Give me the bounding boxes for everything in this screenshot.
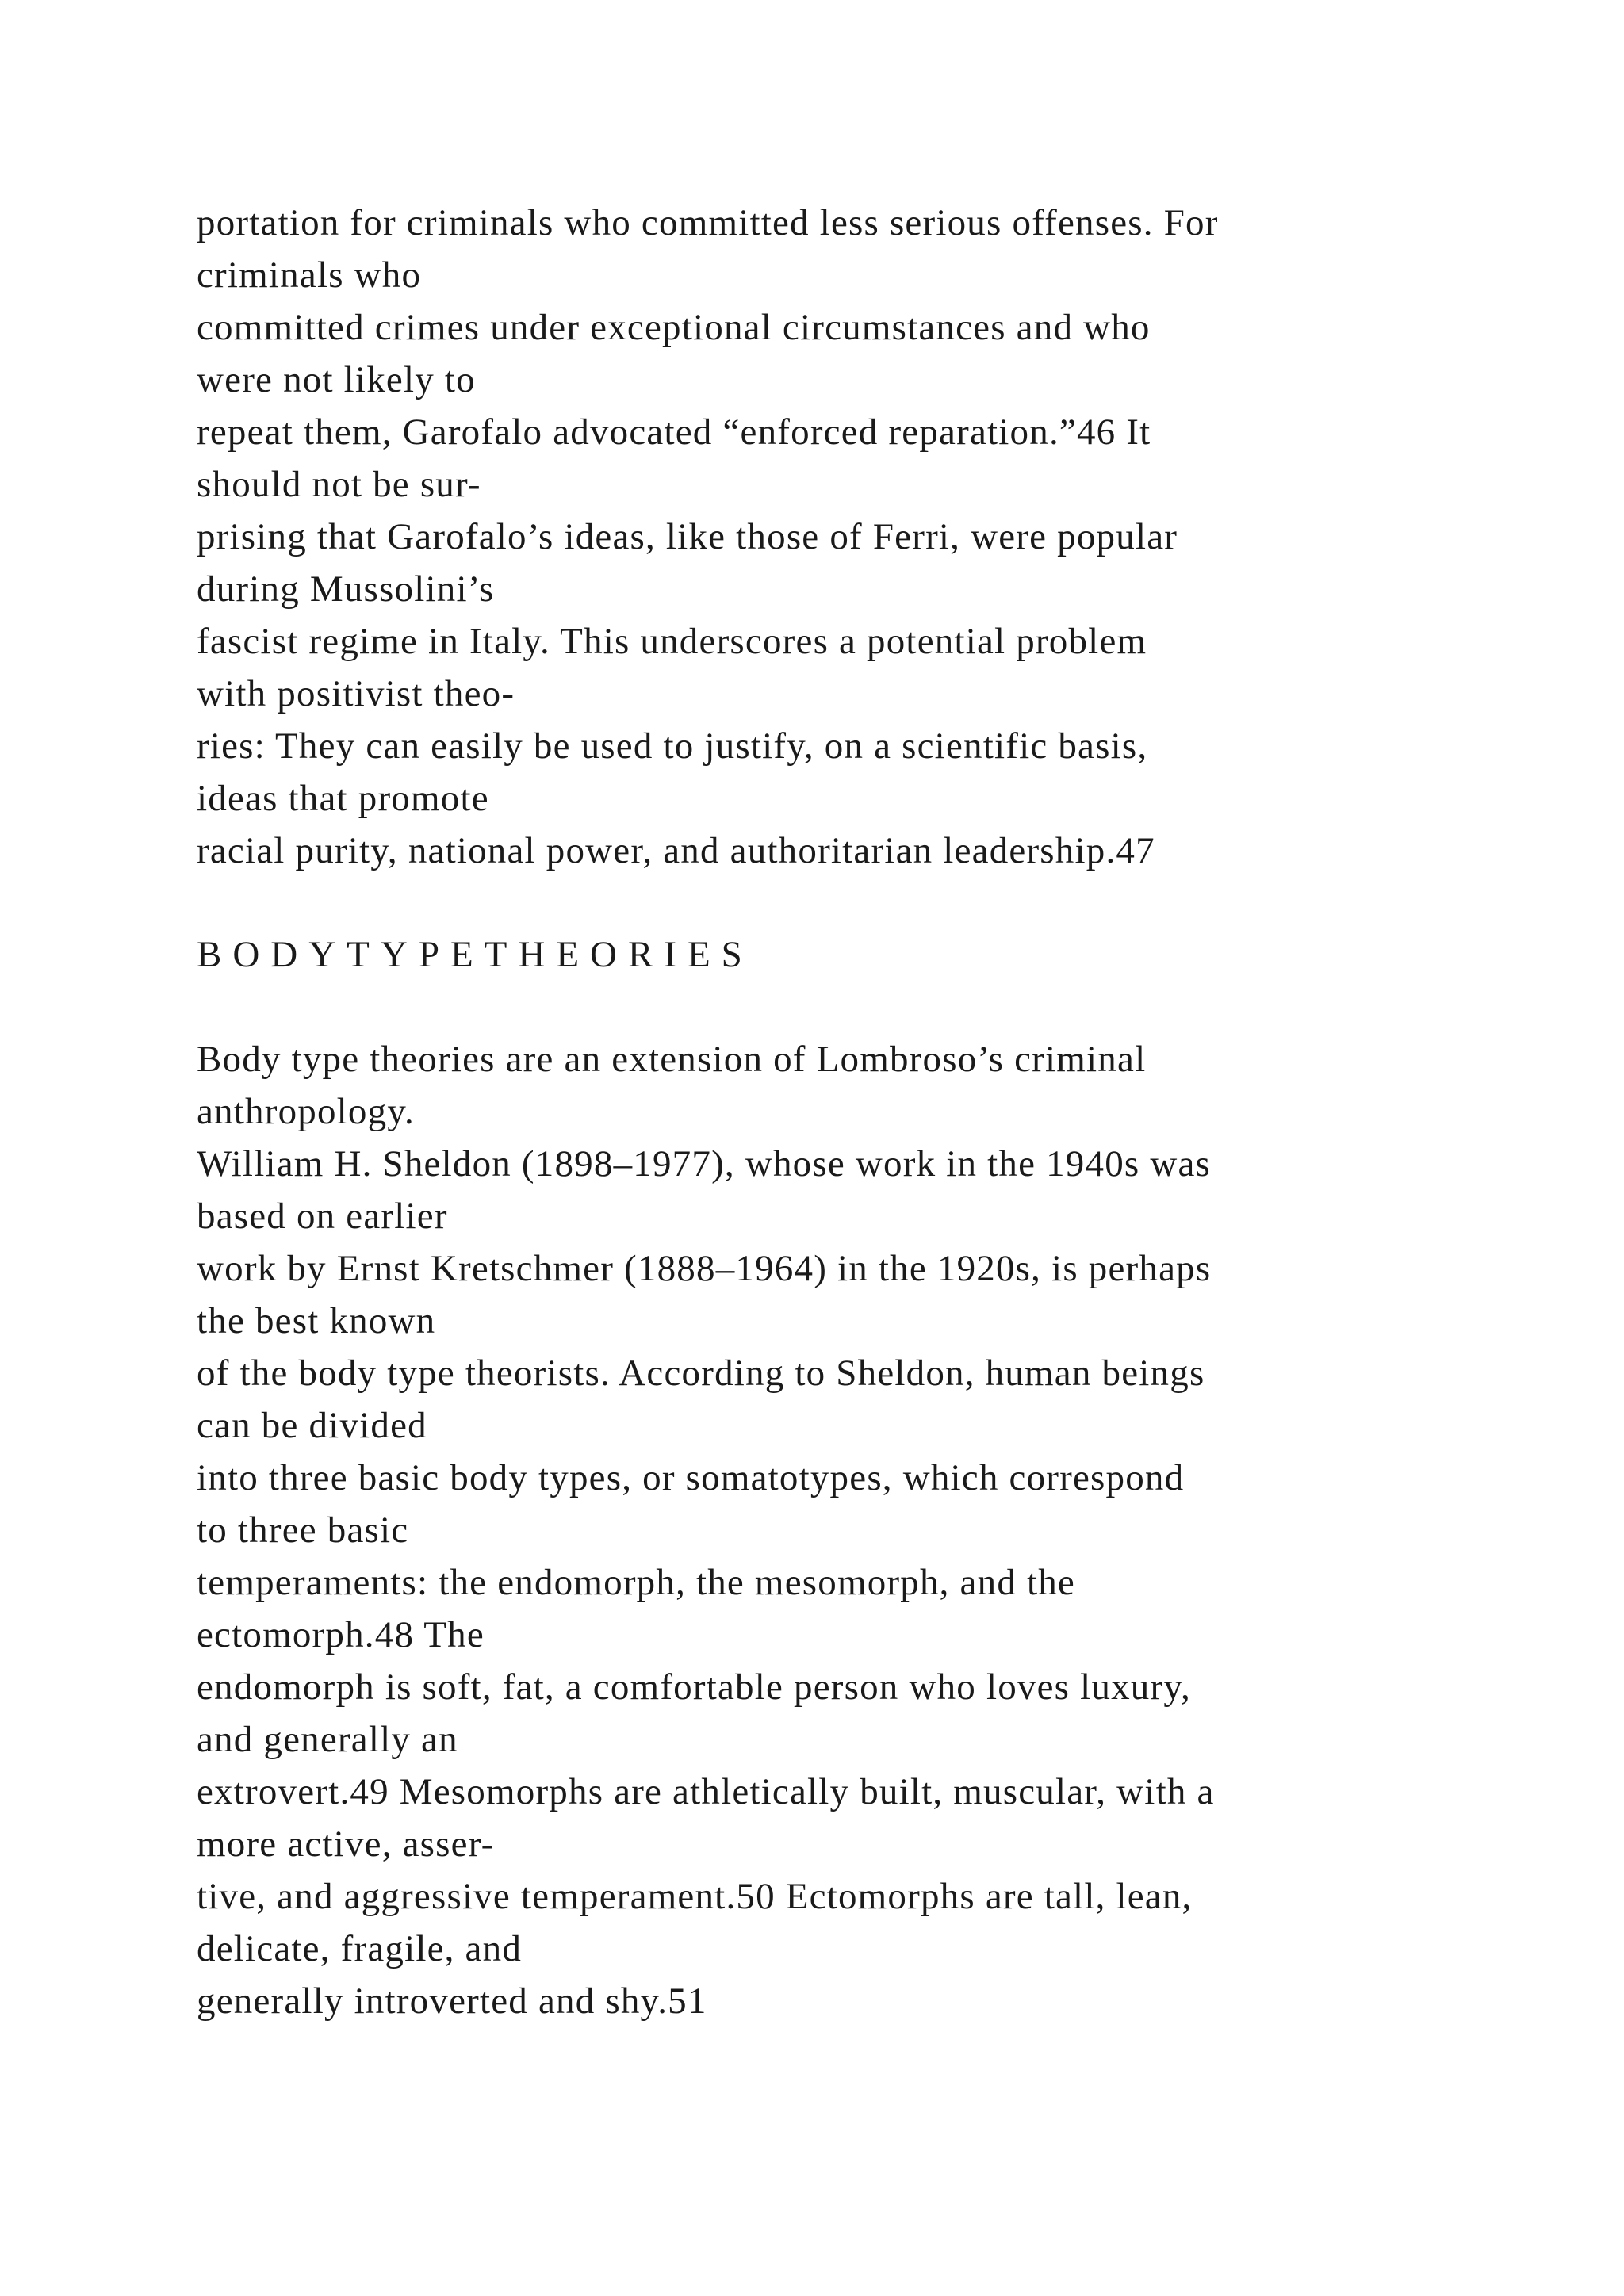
text-line: the best known xyxy=(197,1300,436,1341)
text-line: during Mussolini’s xyxy=(197,568,495,610)
text-line: prising that Garofalo’s ideas, like those of Ferri, were popular xyxy=(197,516,1178,557)
text-line: temperaments: the endomorph, the mesomorph, and the xyxy=(197,1562,1075,1603)
text-line: should not be sur- xyxy=(197,464,481,505)
text-line: based on earlier xyxy=(197,1196,448,1237)
text-line: portation for criminals who committed less serious offenses. For xyxy=(197,202,1219,243)
text-line: of the body type theorists. According to Sheldon, human beings xyxy=(197,1353,1205,1394)
text-line: ideas that promote xyxy=(197,778,489,819)
text-line: work by Ernst Kretschmer (1888–1964) in the 1920s, is perhaps xyxy=(197,1248,1212,1289)
paragraph-garofalo xyxy=(197,197,1545,877)
text-line: extrovert.49 Mesomorphs are athletically built, muscular, with a xyxy=(197,1771,1215,1812)
text-line: anthropology. xyxy=(197,1091,415,1132)
text-line: tive, and aggressive temperament.50 Ectomorphs are tall, lean, xyxy=(197,1876,1193,1917)
text-line: and generally an xyxy=(197,1719,458,1760)
text-line: were not likely to xyxy=(197,359,476,400)
text-line: committed crimes under exceptional circumstances and who xyxy=(197,307,1151,348)
text-line: ries: They can easily be used to justify, on a scientific basis, xyxy=(197,725,1148,767)
text-line: criminals who xyxy=(197,254,422,296)
text-line: generally introverted and shy.51 xyxy=(197,1980,707,2022)
text-line: ectomorph.48 The xyxy=(197,1614,485,1655)
section-heading-container xyxy=(197,928,1545,981)
text-line: William H. Sheldon (1898–1977), whose work in the 1940s was xyxy=(197,1143,1212,1184)
text-line: with positivist theo- xyxy=(197,673,515,714)
text-line: more active, asser- xyxy=(197,1823,495,1865)
text-line: to three basic xyxy=(197,1510,409,1551)
text-line: can be divided xyxy=(197,1405,427,1446)
text-line: Body type theories are an extension of Lombroso’s criminal xyxy=(197,1039,1147,1080)
text-line: delicate, fragile, and xyxy=(197,1928,523,1969)
text-line: racial purity, national power, and authoritarian leadership.47 xyxy=(197,830,1155,871)
text-line: endomorph is soft, fat, a comfortable person who loves luxury, xyxy=(197,1667,1191,1708)
paragraph-body-type-theories xyxy=(197,1033,1545,2027)
text-line: into three basic body types, or somatotypes, which correspond xyxy=(197,1457,1185,1498)
section-heading: BODYTYPETHEORIES xyxy=(197,934,753,975)
text-line: fascist regime in Italy. This underscores a potential problem xyxy=(197,621,1147,662)
text-line: repeat them, Garofalo advocated “enforced reparation.”46 It xyxy=(197,411,1151,453)
